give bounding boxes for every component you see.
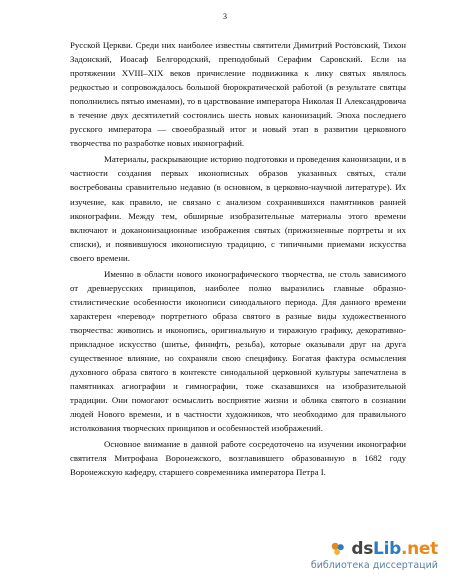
- dslib-tagline: библиотека диссертаций: [310, 560, 438, 571]
- paragraph-1: Русской Церкви. Среди них наиболее известны святители Димитрий Ростовский, Тихон Задонский, Иоасаф Белгородский, преподобный Серафим Саровский. Если на протяжении XVIII–XIX веков причисление подвижника к лику святых являлось редкостью и сопровождалось большой бюрократической работой (в результате святцы пополнились пятью именами), то в царствование императора Николая II Александровича в течение двух десятилетий состоялись шесть новых канонизаций. Эпоха последнего русского императора — своеобразный итог и новый этап в развитии церковного творчества по разработке новых иконографий.: [70, 40, 406, 149]
- paragraph-2: Материалы, раскрывающие историю подготовки и проведения канонизации, и в частности создания первых иконописных образов указанных святых, стали востребованы сравнительно недавно (в основном, в церковно-научной литературе). Их изучение, как правило, не связано с анализом сохранившихся памятников ранней иконографии. Между тем, обширные изобразительные материалы этого времени включают и доканонизационные изображения святых (прижизненные портреты и их списки), и появившуюся иконописную традицию, с типичными приемами искусства своего времени.: [70, 154, 406, 263]
- page-number: 3: [223, 12, 227, 21]
- document-body: [70, 38, 406, 479]
- dslib-logo-text: dsLib.net: [351, 539, 438, 559]
- dslib-logo-icon: [329, 540, 347, 558]
- paragraph-3: Именно в области нового иконографического творчества, не столь зависимого от древнерусских принципов, наиболее полно выразились главные образно-стилистические особенности иконописи синодального периода. Для данного времени характерен «перевод» портретного образа святого в разные виды художественного творчества: живопись и иконопись, оригинальную и тиражную графику, декоративно-прикладное искусство (шитье, финифть, резьба), которые оказывали друг на друга существенное влияние, но сохраняли свою специфику. Богатая фактура осмысления духовного образа святого в контексте синодальной церковной культуры запечатлена в памятниках агиографии и гимнографии, тоже сказавшихся на изобразительной традиции. Они помогают осмыслить восприятие жизни и облика святого в сознании людей Нового времени, и в частности художников, что необходимо для правильного истолкования творческих принципов и особенностей изображений.: [70, 268, 406, 434]
- dslib-watermark[interactable]: [311, 539, 438, 571]
- paragraph-4: Основное внимание в данной работе сосредоточено на изучении иконографии святителя Митрофана Воронежского, возглавившего образованную в 1682 году Воронежскую кафедру, старшего современника императора Петра I.: [70, 439, 406, 478]
